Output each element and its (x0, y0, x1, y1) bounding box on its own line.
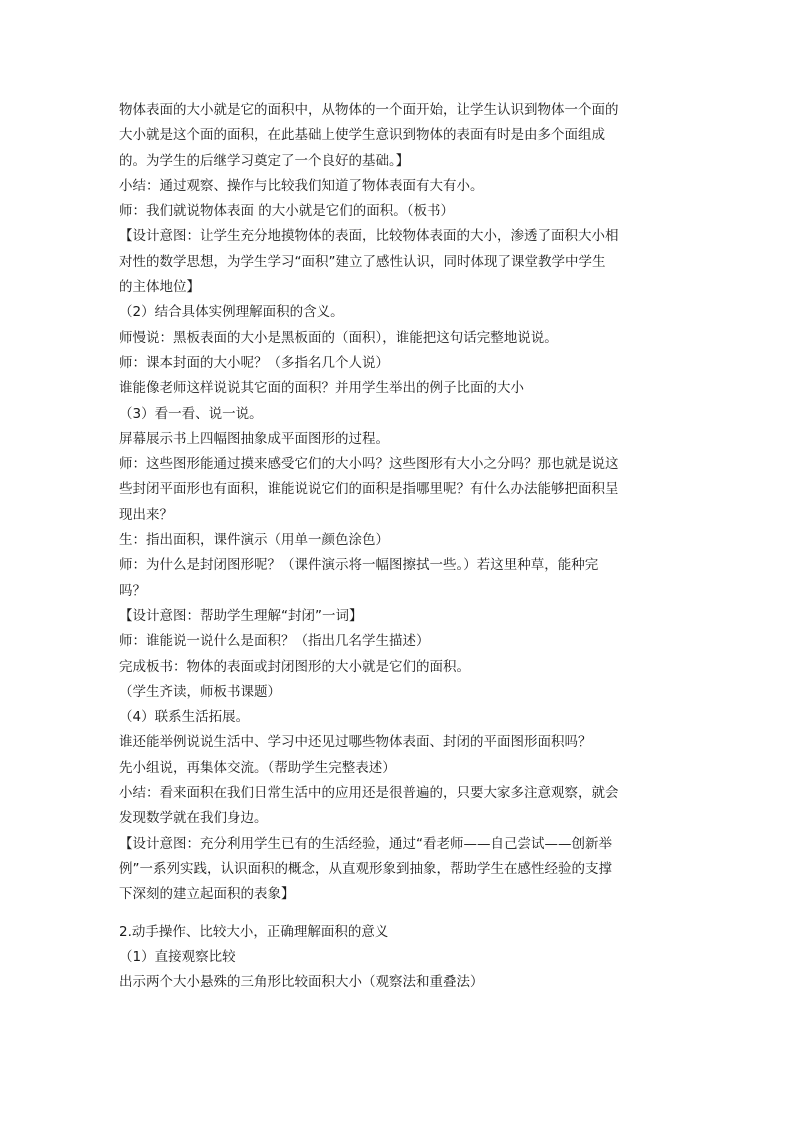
section-heading: 2.动手操作、比较大小，正确理解面积的意义 (119, 923, 389, 940)
text-line: 师：课本封面的大小呢？（多指名几个人说） (119, 354, 389, 371)
text-line: 【设计意图：充分利用学生已有的生活经验，通过“看老师——自己尝试——创新举 (119, 835, 612, 852)
text-line: 谁还能举例说说生活中、学习中还见过哪些物体表面、封闭的平面图形面积吗？ (119, 734, 592, 751)
text-line: 小结：通过观察、操作与比较我们知道了物体表面有大有小。 (119, 177, 484, 194)
text-line: （1）直接观察比较 (119, 948, 236, 965)
text-line: 些封闭平面形也有面积，谁能说说它们的面积是指哪里呢？有什么办法能够把面积呈 (119, 481, 619, 498)
text-line: 师：这些图形能通过摸来感受它们的大小吗？这些图形有大小之分吗？那也就是说这 (119, 456, 619, 473)
text-line: 现出来？ (119, 506, 173, 523)
text-line: 下深刻的建立起面积的表象】 (119, 886, 295, 903)
text-line: 谁能像老师这样说说其它面的面积？并用学生举出的例子比面的大小 (119, 380, 524, 397)
text-line: （3）看一看、说一说。 (119, 405, 263, 422)
text-line: 大小就是这个面的面积，在此基础上使学生意识到物体的表面有时是由多个面组成 (119, 127, 605, 144)
text-line: 师：谁能说一说什么是面积？（指出几名学生描述） (119, 633, 430, 650)
text-line: 的主体地位】 (119, 279, 200, 296)
text-line: 完成板书：物体的表面或封闭图形的大小就是它们的面积。 (119, 658, 470, 675)
text-line: 师：我们就说物体表面 的大小就是它们的面积。（板书） (119, 203, 455, 220)
text-line: 物体表面的大小就是它的面积中，从物体的一个面开始，让学生认识到物体一个面的 (119, 102, 619, 118)
document-body (119, 98, 679, 995)
text-line: 先小组说，再集体交流。（帮助学生完整表述） (119, 759, 396, 776)
text-line: 吗？ (119, 582, 146, 599)
text-line: 师慢说：黑板表面的大小是黑板面的（面积），谁能把这句话完整地说说。 (119, 329, 558, 346)
text-line: 出示两个大小悬殊的三角形比较面积大小（观察法和重叠法） (119, 974, 484, 991)
text-line: 例”一系列实践，认识面积的概念，从直观形象到抽象，帮助学生在感性经验的支撑 (119, 860, 612, 877)
text-line: 发现数学就在我们身边。 (119, 810, 268, 827)
text-line: 【设计意图：让学生充分地摸物体的表面，比较物体表面的大小，渗透了面积大小相 (119, 228, 619, 245)
text-line: 对性的数学思想，为学生学习“面积”建立了感性认识，同时体现了课堂教学中学生 (119, 253, 606, 270)
text-line: 生：指出面积，课件演示（用单一颜色涂色） (119, 532, 389, 549)
text-line: （4）联系生活拓展。 (119, 709, 250, 726)
text-line: 师：为什么是封闭图形呢？（课件演示将一幅图擦拭一些。）若这里种草，能种完 (119, 557, 599, 574)
text-line: 的。为学生的后继学习奠定了一个良好的基础。】 (119, 152, 410, 169)
text-line: 小结：看来面积在我们日常生活中的应用还是很普遍的，只要大家多注意观察，就会 (119, 785, 619, 802)
text-line: 屏幕展示书上四幅图抽象成平面图形的过程。 (119, 430, 389, 447)
text-line: 【设计意图：帮助学生理解“封闭”一词】 (119, 607, 363, 624)
text-line: （2）结合具体实例理解面积的含义。 (119, 304, 344, 321)
text-line: （学生齐读，师板书课题） (119, 683, 281, 700)
